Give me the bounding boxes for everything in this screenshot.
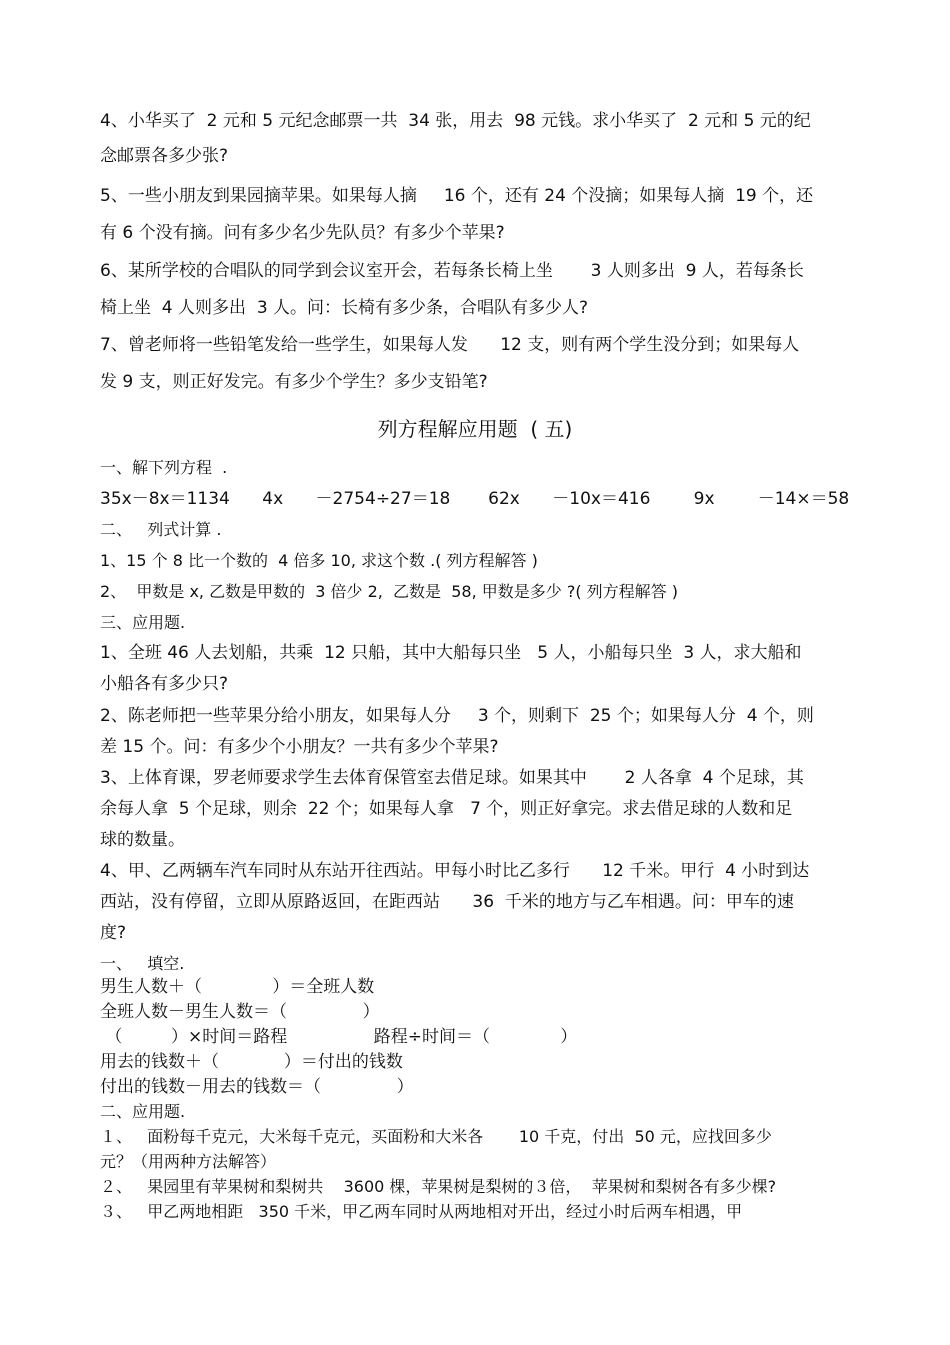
app2-line-4: ３、 甲乙两地相距 350 千米，甲乙两车同时从两地相对开出，经过小时后两车相遇，甲 [100,1202,743,1221]
part3-item-2-line-2: 差 15 个。问：有多少个小朋友？一共有多少个苹果? [100,737,499,757]
fill-blank-line-5: 付出的钱数－用去的钱数＝（ ） [100,1077,414,1097]
part1-heading: 一、解下列方程 . [100,458,228,477]
part3-item-3-line-3: 球的数量。 [100,830,185,850]
fill-blank-line-2: 全班人数－男生人数＝（ ） [100,1002,380,1022]
part2-heading: 二、 列式计算 . [100,520,222,539]
app2-heading: 二、应用题. [100,1102,186,1121]
part3-item-3-line-2: 余每人拿 5 个足球，则余 22 个；如果每人拿 7 个，则正好拿完。求去借足球的人数和足 [100,799,793,819]
part2-item-1: 1、15 个 8 比一个数的 4 倍多 10, 求这个数 .( 列方程解答 ) [100,551,538,570]
fill-blank-line-3: （ ）×时间＝路程 路程÷时间＝（ ） [100,1027,578,1047]
problem-5-line-2: 有 6 个没有摘。问有多少名少先队员？有多少个苹果? [100,223,505,243]
part3-item-2-line-1: 2、陈老师把一些苹果分给小朋友，如果每人分 3 个，则剩下 25 个；如果每人分 4 个，则 [100,706,814,726]
part3-item-4-line-3: 度? [100,923,127,943]
problem-6-line-2: 椅上坐 4 人则多出 3 人。问：长椅有多少条，合唱队有多少人? [100,298,589,318]
part3-item-4-line-2: 西站，没有停留，立即从原路返回，在距西站 36 千米的地方与乙车相遇。问：甲车的速 [100,892,794,912]
part3-item-1-line-1: 1、全班 46 人去划船，共乘 12 只船，其中大船每只坐 5 人，小船每只坐 3 人，求大船和 [100,643,802,663]
equations-line: 35x－8x＝1134 4x －2754÷27＝18 62x －10x＝416 9x －14×＝58 [100,489,850,509]
part3-item-1-line-2: 小船各有多少只? [100,674,229,694]
problem-4-line-1: 4、小华买了 2 元和 5 元纪念邮票一共 34 张，用去 98 元钱。求小华买了 2 元和 5 元的纪 [100,111,811,131]
section-title: 列方程解应用题 ( 五) [377,417,573,441]
part3-item-4-line-1: 4、甲、乙两辆车汽车同时从东站开往西站。甲每小时比乙多行 12 千米。甲行 4 小时到达 [100,861,810,881]
part3-heading: 三、应用题. [100,613,186,632]
problem-6-line-1: 6、某所学校的合唱队的同学到会议室开会，若每条长椅上坐 3 人则多出 9 人，若每条长 [100,261,804,281]
app2-line-1: １、 面粉每千克元，大米每千克元，买面粉和大米各 10 千克，付出 50 元，应找回多少 [100,1127,772,1146]
problem-4-line-2: 念邮票各多少张? [100,146,229,166]
fill-blank-heading: 一、 填空. [100,954,185,973]
app2-line-2: 元？（用两种方法解答） [100,1152,277,1171]
problem-5-line-1: 5、一些小朋友到果园摘苹果。如果每人摘 16 个，还有 24 个没摘；如果每人摘 19 个，还 [100,186,814,206]
part3-item-3-line-1: 3、上体育课，罗老师要求学生去体育保管室去借足球。如果其中 2 人各拿 4 个足球，其 [100,768,804,788]
fill-blank-line-1: 男生人数＋（ ）＝全班人数 [100,977,375,997]
fill-blank-line-4: 用去的钱数＋（ ）＝付出的钱数 [100,1052,403,1072]
problem-7-line-1: 7、曾老师将一些铅笔发给一些学生，如果每人发 12 支，则有两个学生没分到；如果每人 [100,335,800,355]
app2-line-3: ２、 果园里有苹果树和梨树共 3600 棵，苹果树是梨树的３倍， 苹果树和梨树各有多少棵? [100,1177,777,1196]
problem-7-line-2: 发 9 支，则正好发完。有多少个学生？多少支铅笔? [100,372,488,392]
part2-item-2: 2、 甲数是 x, 乙数是甲数的 3 倍少 2, 乙数是 58, 甲数是多少 ?( 列方程解答 ) [100,582,678,601]
